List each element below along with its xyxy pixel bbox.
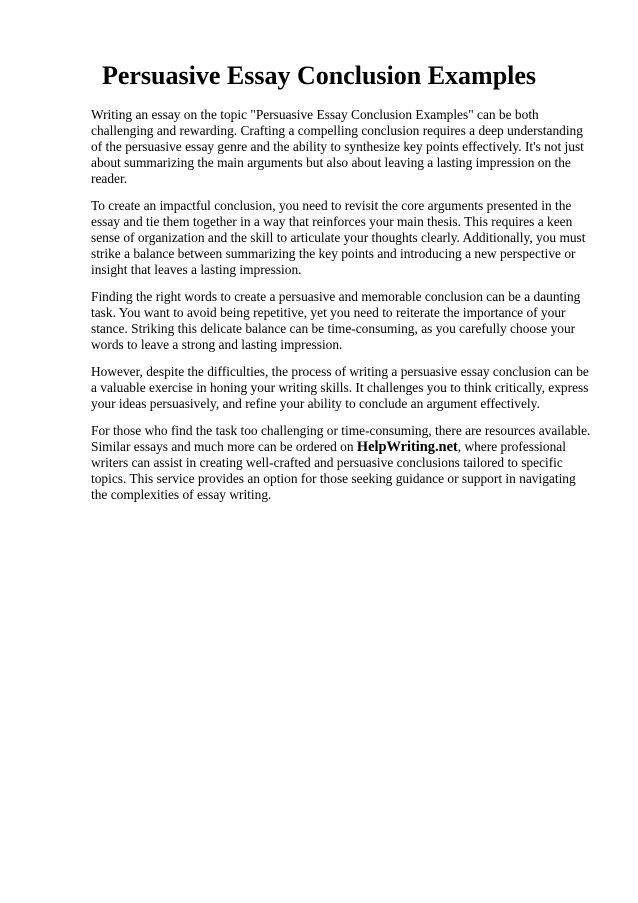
paragraph-4: However, despite the difficulties, the process of writing a persuasive essay conclusion can be a valuable exercise in honing your writing skills. It challenges you to think critically, express your ideas persuasively, and refine your ability to conclude an argument effectively. [91, 364, 589, 411]
paragraph-5-text-after: , where professional writers can assist in creating well-crafted and persuasive conclusions tailored to specific topics. This service provides an option for those seeking guidance or support in navigating the complexities of essay writing. [91, 439, 576, 502]
page-title: Persuasive Essay Conclusion Examples [101, 61, 537, 90]
document-body [91, 107, 593, 514]
paragraph-3: Finding the right words to create a persuasive and memorable conclusion can be a daunting task. You want to avoid being repetitive, yet you need to reiterate the importance of your stance. Striking this delicate balance can be time-consuming, as you carefully choose your words to leave a strong and lasting impression. [91, 289, 581, 352]
paragraph-1: Writing an essay on the topic "Persuasive Essay Conclusion Examples" can be both challenging and rewarding. Crafting a compelling conclusion requires a deep understanding of the persuasive essay genre and the ability to synthesize key points effectively. It's not just about summarizing the main arguments but also about leaving a lasting impression on the reader. [91, 107, 584, 186]
paragraph-5 [91, 423, 593, 503]
paragraph-5-text-before: For those who find the task too challenging or time-consuming, there are resources available. Similar essays and much more can be ordered on [91, 423, 591, 454]
paragraph-2: To create an impactful conclusion, you need to revisit the core arguments presented in the essay and tie them together in a way that reinforces your main thesis. This requires a keen sense of organization and the skill to articulate your thoughts clearly. Additionally, you must strike a balance between summarizing the key points and introducing a new perspective or insight that leaves a lasting impression. [91, 198, 586, 277]
helpwriting-brand-text: HelpWriting.net [356, 439, 458, 455]
